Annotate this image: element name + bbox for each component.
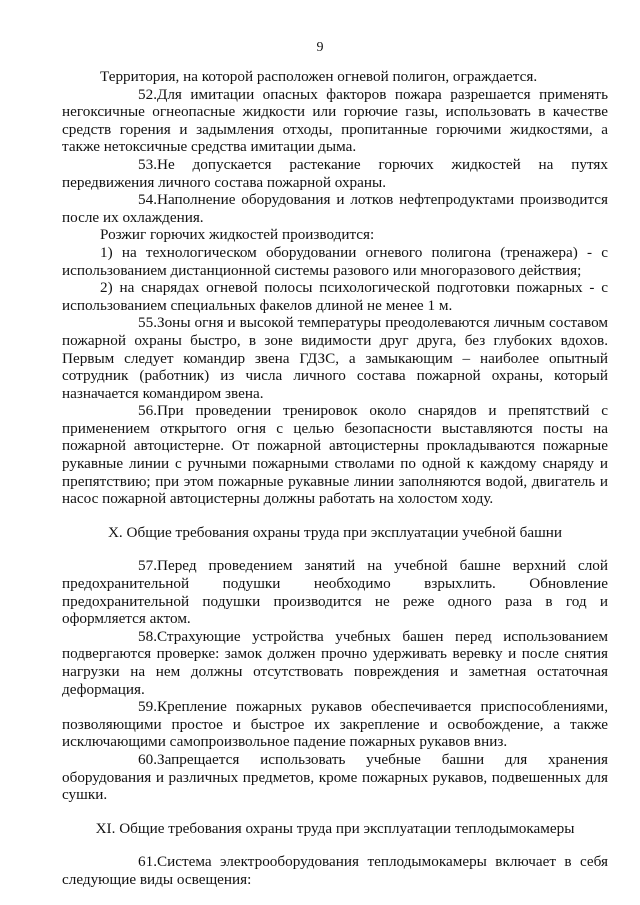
- paragraph-text: Розжиг горючих жидкостей производится:: [100, 226, 375, 244]
- numbered-paragraph: [62, 156, 608, 191]
- paragraph-number: 58.: [138, 627, 157, 645]
- paragraph-text: 1) на технологическом оборудовании огневого полигона (тренажера) - с использованием дистанционной системы разового или многоразового действия;: [62, 243, 608, 279]
- spacer: [62, 804, 608, 820]
- paragraph-number: 60.: [138, 750, 157, 768]
- paragraph-number: 56.: [138, 402, 157, 420]
- numbered-paragraph: [62, 628, 608, 698]
- numbered-paragraph: [62, 853, 608, 888]
- numbered-paragraph: [62, 191, 608, 226]
- paragraph-text: Крепление пожарных рукавов обеспечивается приспособлениями, позволяющими простое и быстрое их закрепление и освобождение, а также исключающими самопроизвольное падение пожарных рукавов вниз.: [62, 698, 608, 751]
- paragraph-number: 57.: [138, 557, 157, 575]
- paragraph-text: Страхующие устройства учебных башен перед использованием подвергаются проверке: замок должен прочно удерживать веревку и после снятия нагрузки на нем должны отсутствовать повреждения и заметная остаточная деформация.: [62, 627, 608, 698]
- paragraph: [62, 226, 608, 244]
- paragraph-text: Зоны огня и высокой температуры преодолеваются личным составом пожарной охраны быстро, в зоне видимости друг друга, без глубоких вдохов. Первым следует командир звена ГДЗС, а замыкающим – наиболее опытный сотрудник (работник) из числа личного состава пожарной охраны, который назначается командиром звена.: [62, 314, 608, 402]
- paragraph: [62, 279, 608, 314]
- document-body: [62, 68, 608, 889]
- section-heading: XI. Общие требования охраны труда при эксплуатации теплодымокамеры: [95, 819, 575, 837]
- numbered-paragraph: [62, 314, 608, 402]
- paragraph-number: 55.: [138, 314, 157, 332]
- paragraph-number: 52.: [138, 85, 157, 103]
- numbered-paragraph: [62, 751, 608, 804]
- paragraph-number: 59.: [138, 698, 157, 716]
- section-heading: X. Общие требования охраны труда при эксплуатации учебной башни: [107, 523, 563, 541]
- paragraph-text: 2) на снарядах огневой полосы психологической подготовки пожарных - с использованием специальных факелов длиной не менее 1 м.: [62, 279, 608, 314]
- paragraph: [62, 68, 608, 86]
- paragraph-text: Территория, на которой расположен огневой полигон, ограждается.: [100, 68, 538, 85]
- paragraph: [62, 244, 608, 279]
- paragraph-text: Не допускается растекание горючих жидкостей на путях передвижения личного состава пожарной охраны.: [62, 155, 608, 191]
- paragraph-text: Система электрооборудования теплодымокамеры включает в себя следующие виды освещения:: [62, 853, 608, 888]
- paragraph-number: 54.: [138, 191, 157, 209]
- numbered-paragraph: [62, 402, 608, 508]
- paragraph-text: Наполнение оборудования и лотков нефтепродуктами производится после их охлаждения.: [62, 191, 608, 226]
- paragraph-number: 53.: [138, 155, 157, 173]
- paragraph-text: При проведении тренировок около снарядов и препятствий с применением открытого огня с целью безопасности выставляются посты на пожарной автоцистерне. От пожарной автоцистерны прокладываются пожарные рукавные линии с ручными пожарными стволами по одной к каждому снаряду и препятствию; при этом пожарные рукавные линии заполняются водой, двигатель и насос пожарной автоцистерны должны работать на холостом ходу.: [62, 402, 608, 508]
- paragraph-text: Перед проведением занятий на учебной башне верхний слой предохранительной подушки необходимо взрыхлить. Обновление предохранительной подушки производится не реже одного раза в год и оформляется актом.: [62, 557, 608, 628]
- numbered-paragraph: [62, 86, 608, 156]
- numbered-paragraph: [62, 557, 608, 627]
- spacer: [62, 508, 608, 524]
- page-number: 9: [316, 40, 324, 55]
- paragraph-text: Запрещается использовать учебные башни для хранения оборудования и различных предметов, кроме пожарных рукавов, подвешенных для сушки.: [62, 750, 608, 804]
- paragraph-number: 61.: [138, 853, 157, 871]
- paragraph-text: Для имитации опасных факторов пожара разрешается применять негоксичные огнеопасные жидкости или горючие газы, использовать в качестве средств горения и задымления отходы, пропитанные горючими жидкостями, а также нетоксичные средства имитации дыма.: [62, 85, 608, 156]
- numbered-paragraph: [62, 698, 608, 751]
- spacer: [62, 541, 608, 557]
- spacer: [62, 837, 608, 853]
